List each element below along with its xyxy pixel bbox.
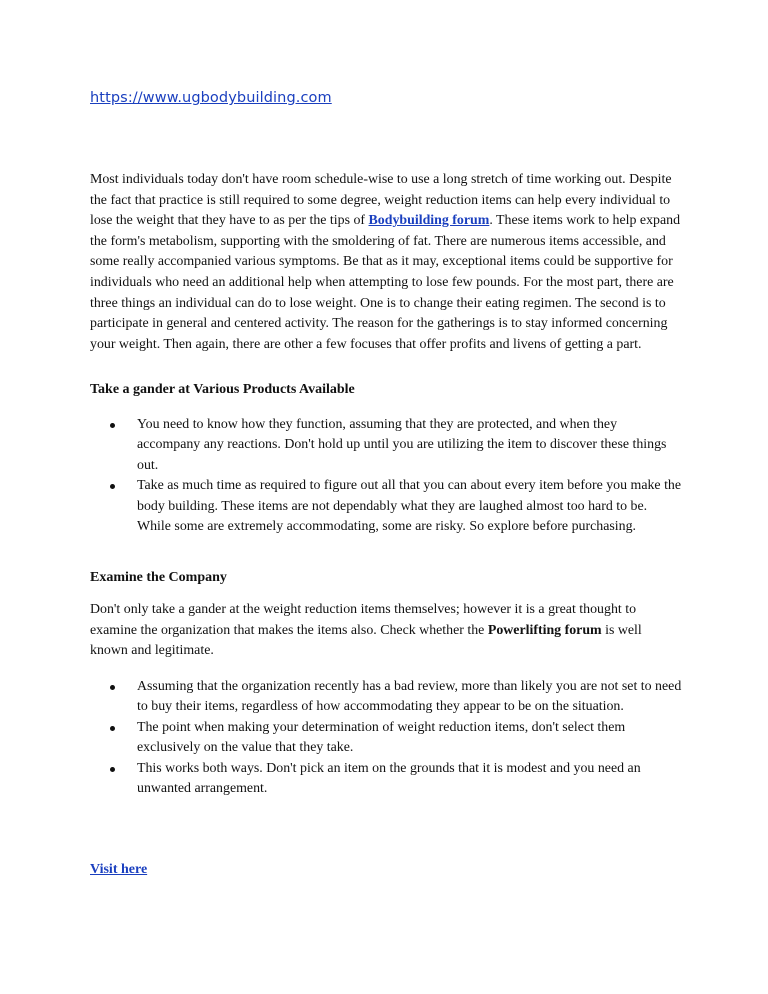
- section-heading-company: Examine the Company: [90, 570, 227, 585]
- section-heading-products: Take a gander at Various Products Available: [90, 382, 355, 397]
- list-item: [108, 415, 682, 476]
- bullet-icon: [110, 767, 115, 772]
- products-bullet-list: [108, 415, 682, 537]
- bodybuilding-forum-link[interactable]: Bodybuilding forum: [368, 213, 490, 229]
- company-paragraph: [90, 600, 682, 662]
- list-item-text: The point when making your determination of weight reduction items, don't select them exclusively on the value that they take.: [137, 719, 626, 756]
- list-item-text: Assuming that the organization recently has a bad review, more than likely you are not set to need to buy their items, regardless of how accommodating they appear to be on the situation.: [137, 679, 682, 715]
- company-text-end: is well known and legitimate.: [90, 622, 642, 659]
- intro-text-end: . These items work to help expand the form's metabolism, supporting with the smoldering of fat. There are numerous items accessible, and some really accompanied various symptoms. Be that as it may, exceptional items could be supportive for individuals who need an additional help when attempting to lose few pounds. For the most part, there are three things an individual can do to lose weight. One is to change their eating regimen. The second is to participate in general and centered activity. The reason for the gatherings is to stay informed concerning your weight. Then again, there are other a few focuses that offer profits and livens of getting a part.: [90, 213, 681, 352]
- list-item: [108, 677, 682, 718]
- intro-paragraph: [90, 170, 682, 355]
- bullet-icon: [110, 484, 115, 489]
- list-item: [108, 718, 682, 759]
- company-bullet-list: [108, 677, 682, 799]
- list-item: [108, 759, 682, 800]
- intro-text-start: Most individuals today don't have room schedule-wise to use a long stretch of time working out. Despite the fact that practice is still required to some degree, weight reduction items can help every individual to lose the weight that they have to as per the tips of: [90, 172, 672, 229]
- list-item-text: This works both ways. Don't pick an item on the grounds that it is modest and you need an unwanted arrangement.: [137, 760, 641, 797]
- visit-here-link[interactable]: Visit here: [90, 862, 148, 877]
- list-item-text: Take as much time as required to figure out all that you can about every item before you make the body building. These items are not dependably what they are laughed almost too hard to be. While some are extremely accommodating, some are risky. So explore before purchasing.: [137, 478, 682, 535]
- list-item: [108, 476, 682, 537]
- bullet-icon: [110, 726, 115, 731]
- powerlifting-forum-term: Powerlifting forum: [487, 622, 602, 638]
- bullet-icon: [110, 685, 115, 690]
- site-url-link[interactable]: https://www.ugbodybuilding.com: [90, 90, 332, 106]
- list-item-text: You need to know how they function, assuming that they are protected, and when they accompany any reactions. Don't hold up until you are utilizing the item to discover these things out.: [137, 417, 667, 473]
- company-text-start: Don't only take a gander at the weight reduction items themselves; however it is a great thought to examine the organization that makes the items also. Check whether the: [90, 602, 637, 638]
- bullet-icon: [110, 423, 115, 428]
